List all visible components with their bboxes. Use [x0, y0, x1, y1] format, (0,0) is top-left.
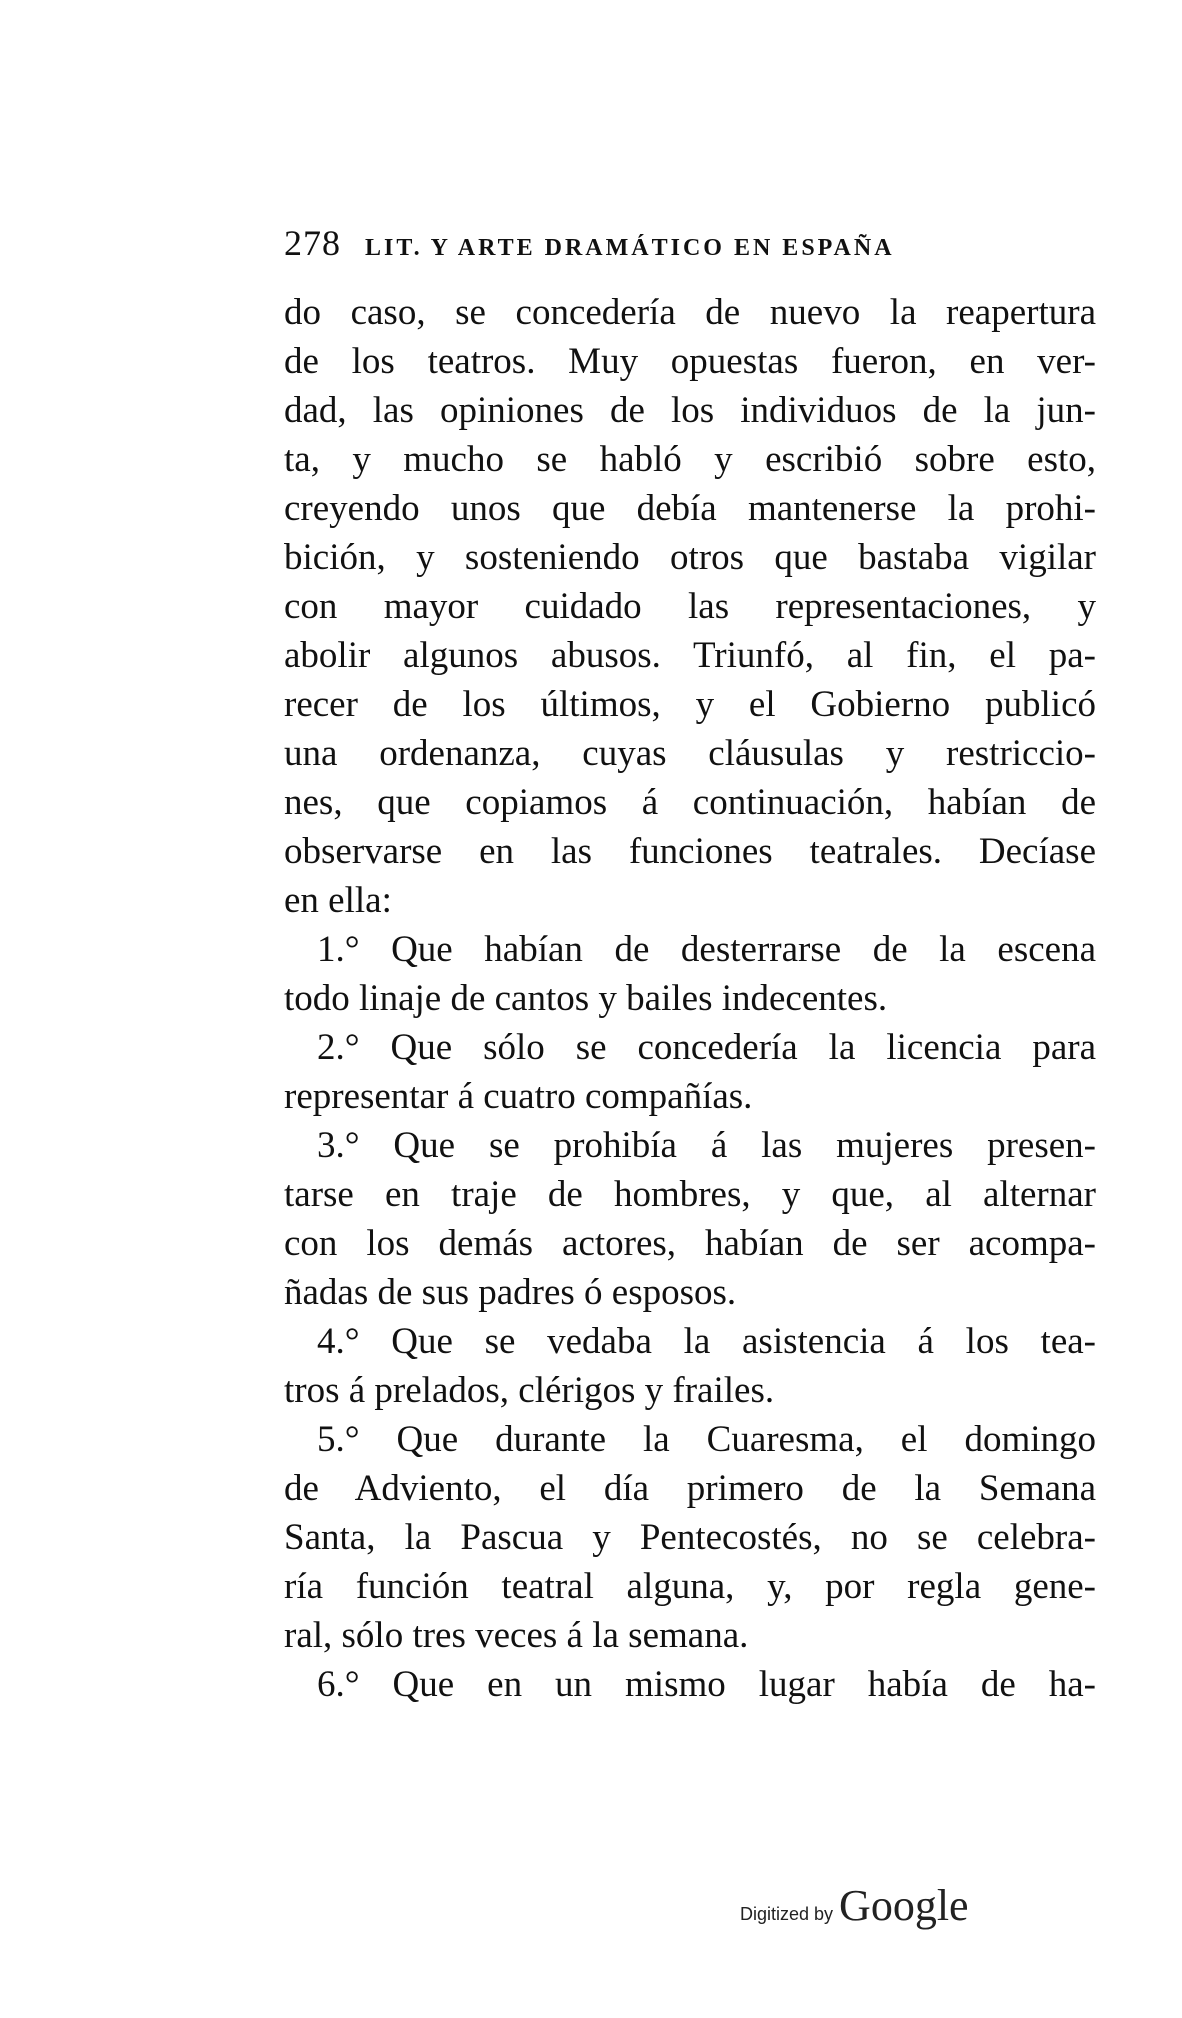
- text-line: tros á prelados, clérigos y frailes.: [284, 1370, 775, 1411]
- body-text: [284, 288, 1096, 1709]
- running-head: LIT. Y ARTE DRAMÁTICO EN ESPAÑA: [365, 235, 895, 261]
- list-item-5: 5.° Que durante la Cuaresma, el domingo: [317, 1419, 1096, 1460]
- list-item-3: 3.° Que se prohibía á las mujeres presen-: [317, 1125, 1096, 1166]
- text-line: tarse en traje de hombres, y que, al alternar: [284, 1174, 1096, 1215]
- page-header: [284, 222, 1084, 272]
- text-line: do caso, se concedería de nuevo la reapertura: [284, 292, 1096, 333]
- text-line: con mayor cuidado las representaciones, y: [284, 586, 1096, 627]
- text-line: recer de los últimos, y el Gobierno publicó: [284, 684, 1096, 725]
- text-line: observarse en las funciones teatrales. Decíase: [284, 831, 1096, 872]
- text-line: una ordenanza, cuyas cláusulas y restriccio-: [284, 733, 1096, 774]
- text-line: nes, que copiamos á continuación, habían de: [284, 782, 1096, 823]
- digitized-by-google-watermark: [740, 1880, 969, 1931]
- text-line: ría función teatral alguna, y, por regla gene-: [284, 1566, 1096, 1607]
- text-line: representar á cuatro compañías.: [284, 1076, 753, 1117]
- google-logo: Google: [839, 1881, 969, 1930]
- text-line: en ella:: [284, 880, 392, 921]
- text-line: todo linaje de cantos y bailes indecentes.: [284, 978, 888, 1019]
- text-line: bición, y sosteniendo otros que bastaba vigilar: [284, 537, 1096, 578]
- digitized-label: Digitized by: [740, 1904, 834, 1924]
- list-item-6: 6.° Que en un mismo lugar había de ha-: [317, 1664, 1096, 1705]
- list-item-4: 4.° Que se vedaba la asistencia á los tea-: [317, 1321, 1096, 1362]
- text-line: dad, las opiniones de los individuos de la jun-: [284, 390, 1096, 431]
- text-line: ñadas de sus padres ó esposos.: [284, 1272, 737, 1313]
- text-line: ral, sólo tres veces á la semana.: [284, 1615, 749, 1656]
- text-line: abolir algunos abusos. Triunfó, al fin, el pa-: [284, 635, 1096, 676]
- list-item-1: 1.° Que habían de desterrarse de la escena: [317, 929, 1096, 970]
- text-line: Santa, la Pascua y Pentecostés, no se celebra-: [284, 1517, 1096, 1558]
- text-line: ta, y mucho se habló y escribió sobre esto,: [284, 439, 1096, 480]
- page-number: 278: [284, 223, 341, 263]
- text-line: de los teatros. Muy opuestas fueron, en ver-: [284, 341, 1096, 382]
- text-line: de Adviento, el día primero de la Semana: [284, 1468, 1096, 1509]
- text-line: creyendo unos que debía mantenerse la prohi-: [284, 488, 1096, 529]
- list-item-2: 2.° Que sólo se concedería la licencia para: [317, 1027, 1096, 1068]
- text-line: con los demás actores, habían de ser acompa-: [284, 1223, 1096, 1264]
